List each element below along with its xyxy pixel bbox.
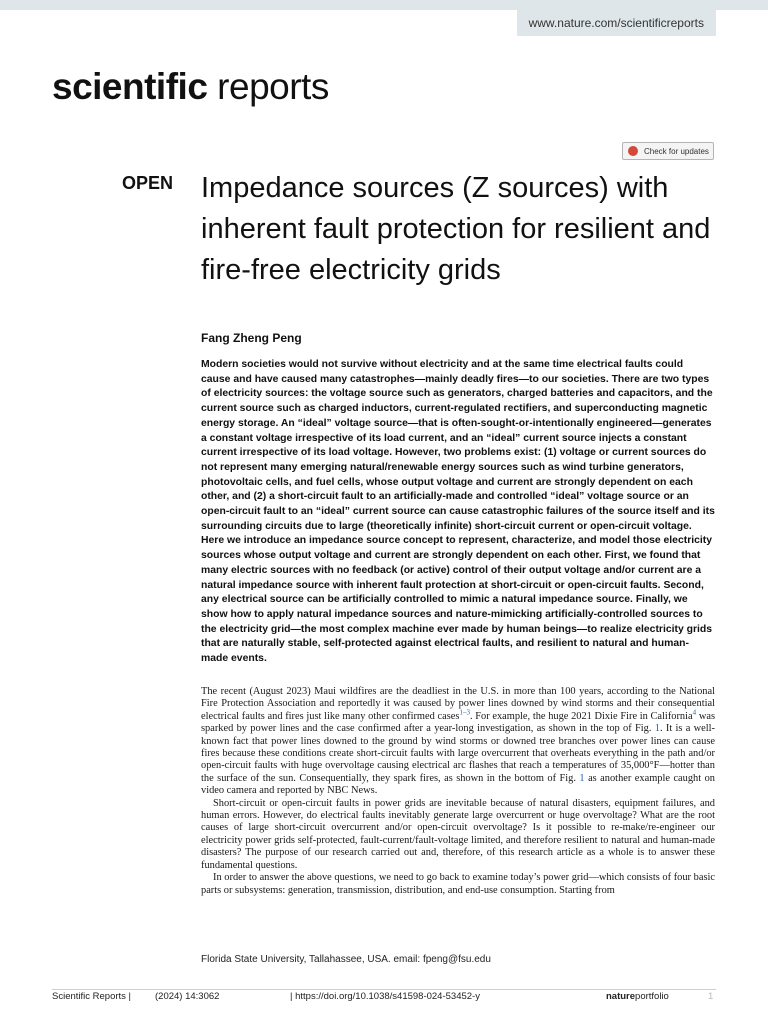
check-for-updates-label: Check for updates xyxy=(644,147,709,156)
body-paragraph-2: Short-circuit or open-circuit faults in power grids are inevitable because of natural disasters, equipment failures, and human errors. However, do electrical faults inevitably generate large overcurrent or huge overvoltage? What are the root causes of large short-circuit overcurrent and/or open-circuit overvoltage? Is it possible to re-make/re-engineer our electricity power grids self-protected, fault-current/fault-voltage limited, and therefore resilient to natural and human-made disasters? The purpose of our research carried out and, therefore, of this research article as a whole is to answer these fundamental questions. xyxy=(201,797,715,871)
body-text: . For example, the huge 2021 Dixie Fire in California xyxy=(469,710,693,722)
footer-journal: Scientific Reports | xyxy=(52,991,132,1002)
footer-divider xyxy=(52,989,716,990)
footer-volume: (2024) 14:3062 xyxy=(155,991,220,1002)
abstract: Modern societies would not survive without electricity and at the same time electrical faults could cause and have caused many catastrophes—mainly deadly fires—to our societies. There are two types of electricity sources: the voltage source such as generators, charged batteries and capacitors, and the current source such as charged inductors, current-regulated rectifiers, and superconducting magnetic energy storage. An “ideal” voltage source—that is often-sought-or-intentionally engineered—generates a constant voltage irrespective of its load current, and an “ideal” current source injects a constant current irrespective of its load voltage. However, two problems exist: (1) voltage or current sources do not represent many emerging natural/renewable energy sources such as wind turbine generators, photovoltaic cells, and fuel cells, whose output voltage and current are strongly dependent on each other, and (2) a short-circuit fault to an artificially-made and controlled “ideal” voltage source or an open-circuit fault to an “ideal” current source can cause catastrophic failures of the source itself and its surrounding circuits due to large (theoretically infinite) short-circuit current or open-circuit voltage. Here we introduce an impedance source concept to represent, characterize, and model those electricity sources whose output voltage and current are strongly dependent on each other. First, we found that many electric sources with no feedback (or active) control of their output voltage and/or current are a natural impedance source with inherent fault protection at short-circuit or open-circuit faults. Second, any electrical source can be artificially controlled to mimic a natural impedance source. Finally, we show how to apply natural impedance sources and nature-mimicking artificially-controlled sources to the electricity grid—the most complex machine ever made by human beings—to realize electricity grids that are naturally stable, self-protected against electrical faults, and resilient to natural and human-made events. xyxy=(201,359,715,665)
crossmark-icon xyxy=(628,146,638,156)
figure-link[interactable]: 1 xyxy=(654,723,660,735)
publisher-bold: nature xyxy=(606,991,636,1002)
footer-doi-link[interactable]: | https://doi.org/10.1038/s41598-024-53452-y xyxy=(290,991,480,1002)
citation-link[interactable]: 4 xyxy=(692,708,697,717)
body-text: was sparked by power lines and the case confirmed after a year-long investigation, as shown in the top of Fig. xyxy=(201,710,715,735)
publisher-logo xyxy=(606,991,669,1003)
body-text: . It is a well-known fact that power lines downed to the ground by wind storms or downed tree branches over power lines can cause fires because these conditions create short-circuit faults with large overcurrent that overheats everything in the path and/or open-circuit faults with huge overvoltage causing electrical arc flashes that reach a temperatures of 35,000°F—hotter than the surface of the sun. Consequentially, they spark fires, as shown in the bottom of Fig. xyxy=(201,723,716,784)
body-text: The recent (August 2023) Maui wildfires are the deadliest in the U.S. in more than 100 years, according to the National Fire Protection Association and reportedly it was caused by power lines downed by wind storms and their consequential electrical faults and fires just like many other confirmed cases xyxy=(201,686,715,722)
body-paragraph-3: In order to answer the above questions, we need to go back to examine today’s power grid—which consists of four basic parts or subsystems: generation, transmission, distribution, and end-use consumption. Starting from xyxy=(201,872,715,896)
affiliation: Florida State University, Tallahassee, USA. email: fpeng@fsu.edu xyxy=(201,954,491,965)
citation-link[interactable]: 1–3 xyxy=(459,708,470,717)
top-bar xyxy=(0,0,768,10)
article-body xyxy=(201,686,715,897)
page-number: 1 xyxy=(708,991,714,1002)
journal-logo xyxy=(52,64,329,110)
journal-url[interactable]: www.nature.com/scientificreports xyxy=(517,10,716,36)
body-paragraph-1 xyxy=(201,686,715,798)
article-title: Impedance sources (Z sources) with inherent fault protection for resilient and fire-free electricity grids xyxy=(201,172,711,286)
open-access-label: OPEN xyxy=(122,173,174,193)
logo-bold-text: scientific xyxy=(52,66,208,107)
author-name[interactable]: Fang Zheng Peng xyxy=(201,331,302,345)
logo-light-text: reports xyxy=(207,66,329,107)
publisher-light: portfolio xyxy=(635,991,669,1002)
figure-link[interactable]: 1 xyxy=(579,772,585,784)
check-for-updates-button[interactable] xyxy=(622,142,714,160)
body-text: as another example caught on video camera and reported by NBC News. xyxy=(201,772,715,797)
